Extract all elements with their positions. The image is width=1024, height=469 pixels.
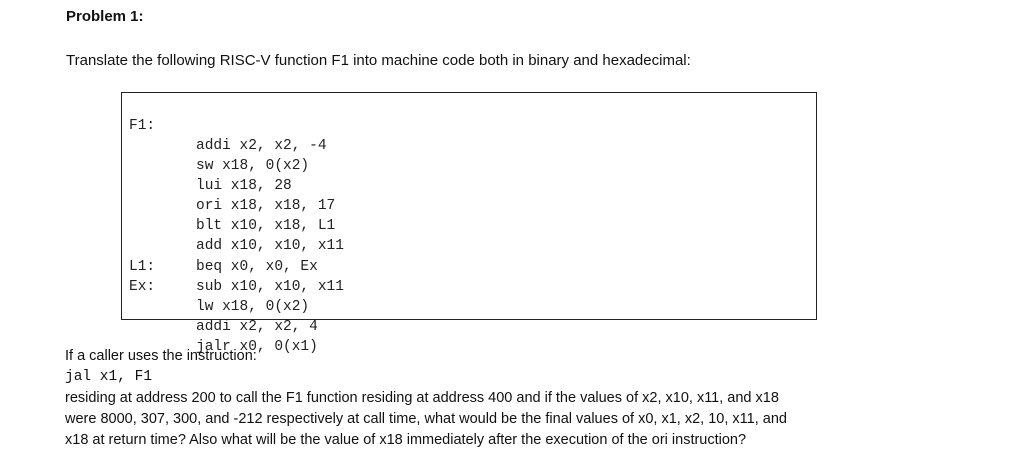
code-label: L1: (129, 259, 156, 275)
code-listing (121, 92, 817, 355)
code-label: F1: (129, 118, 156, 134)
code-instruction: sw x18, 0(x2) (196, 158, 310, 174)
code-instruction: blt x10, x18, L1 (196, 218, 336, 234)
code-instruction: jalr x0, 0(x1) (196, 339, 318, 355)
code-instruction: beq x0, x0, Ex (196, 259, 318, 275)
code-instruction: ori x18, x18, 17 (196, 198, 336, 214)
call-instruction: jal x1, F1 (65, 369, 153, 385)
question-text (65, 346, 965, 451)
code-line (122, 96, 327, 154)
code-instruction: lw x18, 0(x2) (196, 299, 310, 315)
code-instruction: addi x2, x2, 4 (196, 319, 318, 335)
question-line: x18 at return time? Also what will be the value of x18 immediately after the execution of the ori instruction? (65, 432, 747, 448)
code-label: Ex: (129, 279, 156, 295)
question-line: If a caller uses the instruction: (65, 348, 257, 364)
code-instruction: addi x2, x2, -4 (196, 138, 327, 154)
code-instruction: sub x10, x10, x11 (196, 279, 344, 295)
problem-intro: Translate the following RISC-V function F1 into machine code both in binary and hexadecimal: (66, 52, 691, 69)
code-instruction: lui x18, 28 (196, 178, 292, 194)
problem-title: Problem 1: (66, 8, 144, 25)
code-instruction: add x10, x10, x11 (196, 238, 344, 254)
question-line: were 8000, 307, 300, and -212 respectively at call time, what would be the final values of x0, x1, x2, 10, x11, and (65, 411, 787, 427)
question-line: residing at address 200 to call the F1 function residing at address 400 and if the values of x2, x10, x11, and x18 (65, 390, 779, 406)
